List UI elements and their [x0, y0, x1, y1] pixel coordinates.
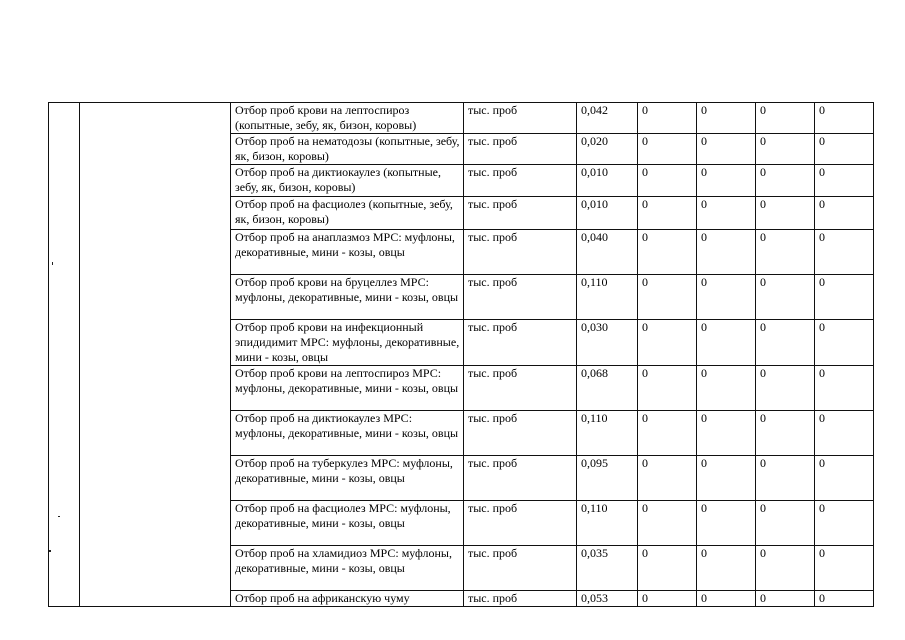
cell-unit: тыс. проб [464, 165, 577, 197]
cell-col-2: 0 [697, 197, 756, 230]
cell-col-4: 0 [815, 197, 874, 230]
cell-col-4: 0 [815, 366, 874, 411]
cell-col-3: 0 [756, 103, 815, 134]
cell-col-2: 0 [697, 320, 756, 366]
cell-value: 0,010 [577, 197, 638, 230]
cell-col-1: 0 [638, 501, 697, 546]
cell-col-1: 0 [638, 197, 697, 230]
cell-value: 0,110 [577, 275, 638, 320]
cell-col-2: 0 [697, 366, 756, 411]
cell-unit: тыс. проб [464, 275, 577, 320]
cell-col-1: 0 [638, 366, 697, 411]
cell-sample-name: Отбор проб на хламидиоз МРС: муфлоны, декоративные, мини - козы, овцы [231, 546, 464, 591]
cell-col-1: 0 [638, 591, 697, 607]
cell-sample-name: Отбор проб крови на лептоспироз (копытные, зебу, як, бизон, коровы) [231, 103, 464, 134]
samples-table-body [49, 103, 874, 607]
cell-sample-name: Отбор проб на туберкулез МРС: муфлоны, декоративные, мини - козы, овцы [231, 456, 464, 501]
cell-col-2: 0 [697, 134, 756, 165]
cell-col-3: 0 [756, 275, 815, 320]
cell-value: 0,020 [577, 134, 638, 165]
cell-col-2: 0 [697, 546, 756, 591]
cell-col-2: 0 [697, 501, 756, 546]
cell-value: 0,068 [577, 366, 638, 411]
cell-col-1: 0 [638, 411, 697, 456]
cell-col-1: 0 [638, 546, 697, 591]
cell-col-4: 0 [815, 456, 874, 501]
cell-col-3: 0 [756, 230, 815, 275]
samples-table [48, 102, 874, 607]
cell-sample-name: Отбор проб на диктиокаулез (копытные, зебу, як, бизон, коровы) [231, 165, 464, 197]
cell-col-3: 0 [756, 591, 815, 607]
cell-unit: тыс. проб [464, 366, 577, 411]
cell-col-3: 0 [756, 456, 815, 501]
cell-sample-name: Отбор проб крови на бруцеллез МРС: муфлоны, декоративные, мини - козы, овцы [231, 275, 464, 320]
cell-col-4: 0 [815, 591, 874, 607]
cell-col-3: 0 [756, 134, 815, 165]
cell-value: 0,010 [577, 165, 638, 197]
cell-col-4: 0 [815, 501, 874, 546]
cell-value: 0,035 [577, 546, 638, 591]
blank-column-b [80, 103, 231, 607]
cell-col-2: 0 [697, 591, 756, 607]
cell-value: 0,040 [577, 230, 638, 275]
cell-col-4: 0 [815, 165, 874, 197]
cell-unit: тыс. проб [464, 320, 577, 366]
blank-column-a [49, 103, 80, 607]
cell-col-1: 0 [638, 134, 697, 165]
cell-value: 0,095 [577, 456, 638, 501]
cell-col-1: 0 [638, 165, 697, 197]
cell-col-2: 0 [697, 411, 756, 456]
cell-col-3: 0 [756, 546, 815, 591]
cell-col-1: 0 [638, 320, 697, 366]
cell-col-1: 0 [638, 230, 697, 275]
cell-col-4: 0 [815, 230, 874, 275]
cell-value: 0,042 [577, 103, 638, 134]
cell-col-3: 0 [756, 366, 815, 411]
cell-unit: тыс. проб [464, 501, 577, 546]
cell-col-4: 0 [815, 411, 874, 456]
cell-col-3: 0 [756, 501, 815, 546]
cell-col-2: 0 [697, 456, 756, 501]
cell-col-3: 0 [756, 320, 815, 366]
cell-col-1: 0 [638, 103, 697, 134]
cell-sample-name: Отбор проб на африканскую чуму [231, 591, 464, 607]
cell-sample-name: Отбор проб на анаплазмоз МРС: муфлоны, декоративные, мини - козы, овцы [231, 230, 464, 275]
cell-col-4: 0 [815, 320, 874, 366]
cell-unit: тыс. проб [464, 103, 577, 134]
cell-unit: тыс. проб [464, 197, 577, 230]
cell-col-2: 0 [697, 103, 756, 134]
cell-sample-name: Отбор проб на фасциолез МРС: муфлоны, декоративные, мини - козы, овцы [231, 501, 464, 546]
cell-col-4: 0 [815, 103, 874, 134]
cell-col-3: 0 [756, 197, 815, 230]
cell-unit: тыс. проб [464, 456, 577, 501]
cell-value: 0,110 [577, 501, 638, 546]
cell-value: 0,110 [577, 411, 638, 456]
cell-col-1: 0 [638, 275, 697, 320]
cell-col-2: 0 [697, 275, 756, 320]
cell-unit: тыс. проб [464, 134, 577, 165]
cell-unit: тыс. проб [464, 546, 577, 591]
cell-col-4: 0 [815, 134, 874, 165]
cell-unit: тыс. проб [464, 591, 577, 607]
cell-value: 0,053 [577, 591, 638, 607]
cell-sample-name: Отбор проб на фасциолез (копытные, зебу, як, бизон, коровы) [231, 197, 464, 230]
cell-sample-name: Отбор проб на диктиокаулез МРС: муфлоны, декоративные, мини - козы, овцы [231, 411, 464, 456]
cell-unit: тыс. проб [464, 230, 577, 275]
table-row [49, 103, 874, 134]
cell-col-3: 0 [756, 165, 815, 197]
cell-col-4: 0 [815, 546, 874, 591]
cell-sample-name: Отбор проб крови на инфекционный эпидидимит МРС: муфлоны, декоративные, мини - козы, овцы [231, 320, 464, 366]
cell-value: 0,030 [577, 320, 638, 366]
cell-unit: тыс. проб [464, 411, 577, 456]
cell-col-4: 0 [815, 275, 874, 320]
cell-sample-name: Отбор проб на нематодозы (копытные, зебу, як, бизон, коровы) [231, 134, 464, 165]
cell-col-1: 0 [638, 456, 697, 501]
cell-col-2: 0 [697, 165, 756, 197]
cell-col-2: 0 [697, 230, 756, 275]
cell-col-3: 0 [756, 411, 815, 456]
cell-sample-name: Отбор проб крови на лептоспироз МРС: муфлоны, декоративные, мини - козы, овцы [231, 366, 464, 411]
